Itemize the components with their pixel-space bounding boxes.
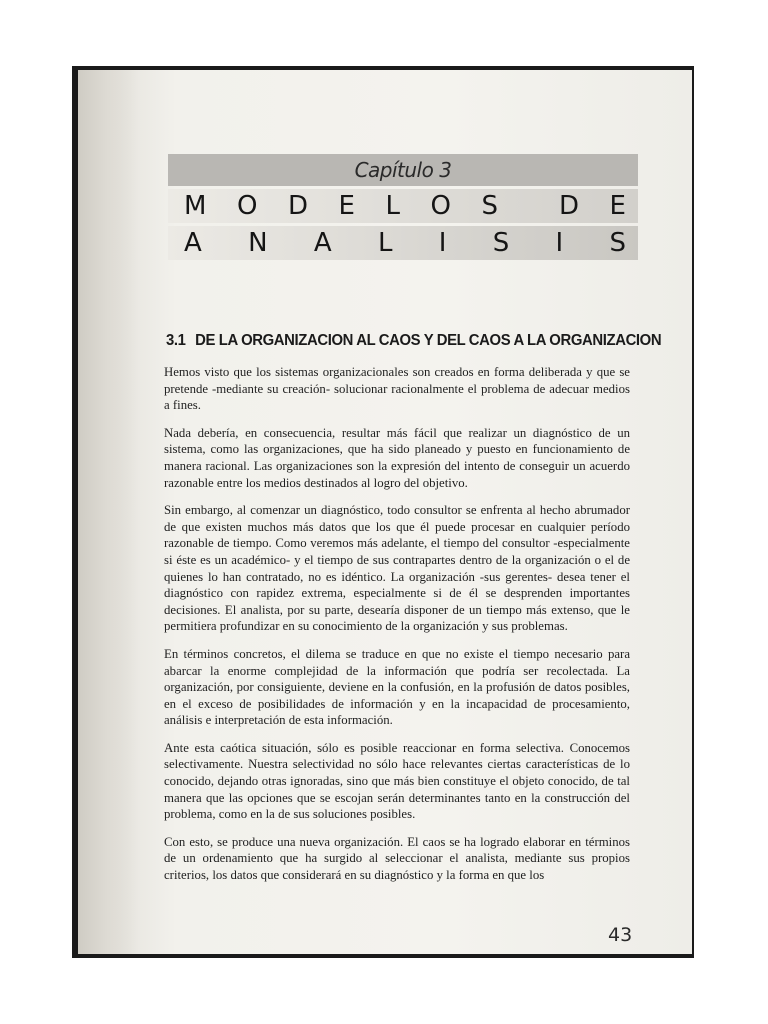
paragraph: Hemos visto que los sistemas organizacionales son creados en forma deliberada y que se pretende -mediante su creación- solucionar racionalmente el problema de adecuar medios a fines.: [164, 365, 630, 413]
chapter-label-bar: [168, 154, 638, 186]
title-letter: E: [609, 191, 626, 221]
title-letter: A: [313, 228, 332, 258]
section-heading: [166, 332, 662, 350]
title-letter: O: [430, 191, 451, 221]
chapter-title-row-2: [168, 226, 638, 260]
title-letter: I: [555, 228, 564, 258]
book-gutter-shadow: [78, 70, 138, 954]
page-number: 43: [608, 924, 633, 946]
body-text: [164, 364, 630, 895]
section-number: 3.1: [166, 332, 186, 349]
title-letter: E: [338, 191, 355, 221]
title-letter: S: [609, 228, 626, 258]
chapter-title-row-1: [168, 189, 638, 223]
title-letter: M: [184, 191, 207, 221]
paragraph: Con esto, se produce una nueva organización. El caos se ha logrado elaborar en términos de un ordenamiento que ha surgido al seleccionar el analista, mediante sus propios criterios, los datos que considerará en su diagnóstico y la forma en que los: [164, 834, 630, 883]
title-letter: S: [492, 228, 510, 258]
paragraph: En términos concretos, el dilema se traduce en que no existe el tiempo necesario para abarcar la enorme complejidad de la información que podría ser recolectada. La organización, por consiguiente, deviene en la confusión, en la profusión de datos posibles, en el exceso de posibilidades de información y en la incapacidad de procesamiento, análisis e interpretación de esta información.: [164, 646, 630, 728]
title-letter: L: [377, 228, 393, 258]
paragraph: Nada debería, en consecuencia, resultar más fácil que realizar un diagnóstico de un sistema, como las organizaciones, que ha sido planeado y puesto en funcionamiento de manera racional. Las organizaciones son la expresión del intento de conseguir un acuerdo razonable entre los medios destinados al logro del objetivo.: [164, 425, 630, 490]
paragraph: Sin embargo, al comenzar un diagnóstico, todo consultor se enfrenta al hecho abrumador de que existen muchos más datos que los que él puede procesar en cualquier período razonable de tiempo. Como veremos más adelante, el tiempo del consultor -especialmente si éste es un académico- y el tiempo de sus contrapartes dentro de la organización o el de quienes lo han contratado, no es idéntico. La organización -sus gerentes- desea tener el diagnóstico con rapidez extrema, especialmente si de él se desprenden importantes decisiones. El analista, por su parte, desearía disponer de un tiempo más extenso, que le permitiera profundizar en su conocimiento de la organización y sus problemas.: [164, 503, 630, 634]
chapter-label: Capítulo 3: [354, 158, 452, 182]
title-letter: O: [236, 191, 258, 221]
title-letter: A: [184, 228, 202, 258]
section-title: DE LA ORGANIZACION AL CAOS Y DEL CAOS A LA ORGANIZACION: [195, 332, 662, 349]
title-letter: I: [438, 228, 447, 258]
title-letter: N: [248, 228, 268, 258]
title-letter: D: [287, 191, 308, 221]
chapter-title-block: [168, 154, 638, 260]
title-letter: S: [481, 191, 498, 221]
scanned-page-frame: [72, 66, 694, 958]
title-letter: D: [558, 191, 580, 221]
book-page: [78, 70, 692, 954]
title-letter: L: [385, 191, 400, 221]
paragraph: Ante esta caótica situación, sólo es posible reaccionar en forma selectiva. Conocemos selectivamente. Nuestra selectividad no sólo hace relevantes ciertas características de lo conocido, dejando otras ignoradas, sino que más bien constituye el objeto conocido, de tal manera que las opciones que se escojan serán determinantes tanto en la construcción del problema, como en la de sus soluciones posibles.: [164, 740, 630, 822]
